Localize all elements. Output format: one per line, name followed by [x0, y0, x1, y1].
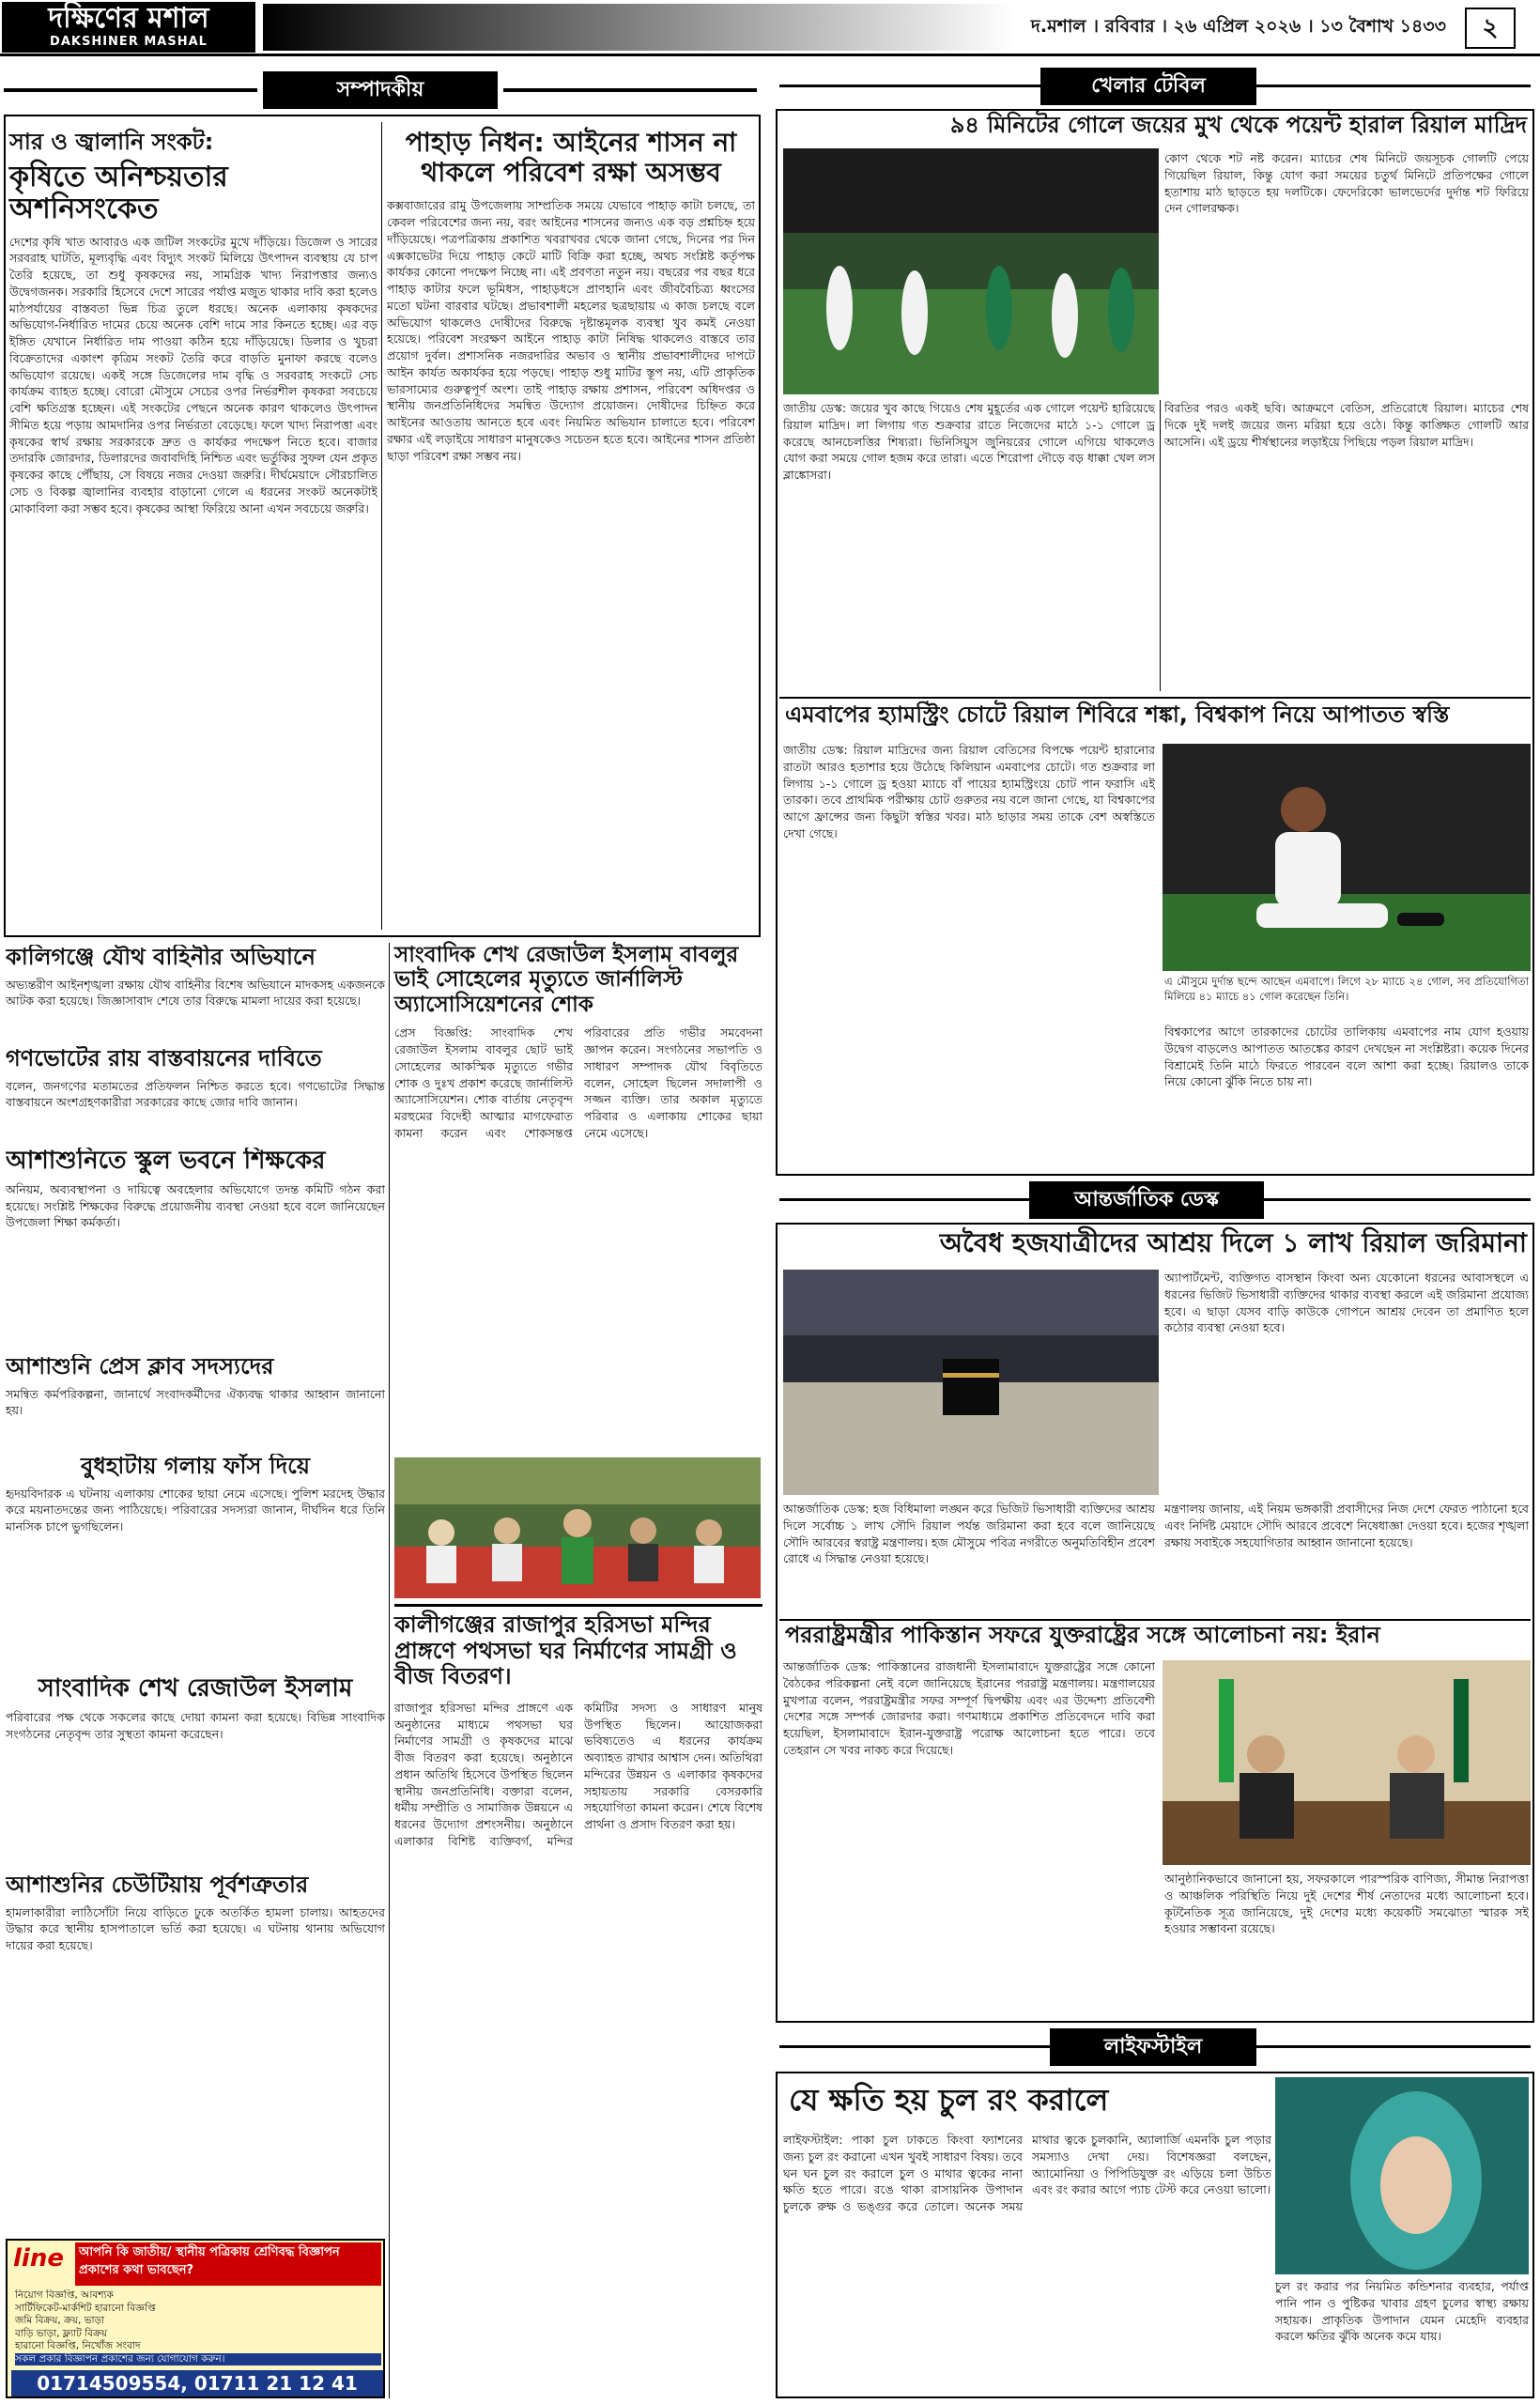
sports2-photo [1163, 744, 1531, 971]
masthead-logo[interactable] [2, 2, 255, 53]
ad-item: সার্টিফিকেট-মার্কশিট হারানো বিজ্ঞপ্তি [15, 2302, 156, 2314]
editorial-rule-right [503, 88, 757, 92]
news-mid2-body: রাজাপুর হরিসভা মন্দির প্রাঙ্গণে এক অনুষ্ঠানের মাধ্যমে পথসভা ঘর নির্মাণের সামগ্রী ও কৃষকদের মাঝে বীজ বিতরণ করা হয়েছে। অনুষ্ঠানে প্রধান অতিথি হিসেবে উপস্থিত ছিলেন স্থানীয় জনপ্রতিনিধি। বক্তারা বলেন, ধর্মীয় সম্প্রীতি ও সামাজিক উন্নয়নে এ ধরনের উদ্যোগ প্রশংসনীয়। অনুষ্ঠানে এলাকার বিশিষ্ট ব্যক্তিবর্গ, মন্দির কমিটির সদস্য ও সাধারণ মানুষ উপস্থিত ছিলেন। আয়োজকরা ভবিষ্যতেও এ ধরনের কার্যক্রম অব্যাহত রাখার আশ্বাস দেন। অতিথিরা মন্দিরের উন্নয়ন ও এলাকার কৃষকদের সহায়তায় সরকারি বেসরকারি সহযোগিতা কামনা করেন। শেষে বিশেষ প্রার্থনা ও প্রসাদ বিতরণ করা হয়। [394, 1700, 762, 1848]
news-item-body: বলেন, জনগণের মতামতের প্রতিফলন নিশ্চিত করতে হবে। গণভোটের সিদ্ধান্ত বাস্তবায়নে অংশগ্রহণকারীরা সরকারের কাছে জোর দাবি জানান। [6, 1078, 385, 1110]
lifestyle-photo-svg [1275, 2077, 1529, 2274]
sports-section-bar: খেলার টেবিল [1040, 68, 1256, 105]
news-mid-title: সাংবাদিক শেখ রেজাউল ইসলাম বাবলুর ভাই সোহেলের মৃত্যুতে জার্নালিস্ট অ্যাসোসিয়েশনের শোক [394, 943, 739, 1017]
editorial-rule [4, 88, 257, 92]
date-line: দ.মশাল । রবিবার । ২৬ এপ্রিল ২০২৬ । ১৩ বৈশাখ ১৪৩৩ [1030, 16, 1446, 37]
logo-name-bn: দক্ষিণের মশাল [48, 2, 209, 35]
editorial1-body: দেশের কৃষি খাত আবারও এক জটিল সংকটের মুখে দাঁড়িয়ে। ডিজেল ও সারের সরবরাহ ঘাটতি, মূল্যবৃদ্ধি এবং বিদ্যুৎ সংকট মিলিয়ে উৎপাদন ব্যবস্থায় যে চাপ তৈরি হয়েছে, তা শুধু কৃষকদের নয়, সামগ্রিক খাদ্য নিরাপত্তার জন্যও উদ্বেগজনক। সরকারি হিসেবে দেশে সারের পর্যাপ্ত মজুত থাকার দাবি করা হলেও মাঠপর্যায়ের বাস্তবতা ভিন্ন চিত্র তুলে ধরছে। অনেক এলাকায় কৃষকদের অভিযোগ-নির্ধারিত দামের চেয়ে অনেক বেশি দামে সার কিনতে হচ্ছে। এর বড় ইঙ্গিত যেখানে নির্ধারিত দাম পাওয়া কঠিন হয়ে দাঁড়িয়েছে। ডিলার ও খুচরা বিক্রেতাদের একাংশ কৃত্রিম সংকট তৈরি করে বাড়তি মুনাফা করছে বলেও অভিযোগ রয়েছে। একই সঙ্গে ডিজেলের দাম বৃদ্ধি ও সরবরাহ সংকটে সেচ কার্যক্রম ব্যাহত হচ্ছে। বোরো মৌসুমে সেচের ওপর নির্ভরশীল কৃষকরা সবচেয়ে বেশি ক্ষতিগ্রস্ত হচ্ছেন। এই সংকটের পেছনে অনেক কারণ থাকলেও উৎপাদন সীমিত হয়ে পড়ায় আমদানির ওপর নির্ভরতা বেড়েছে। ফলে খাদ্য নিরাপত্তা এবং কৃষকের স্বার্থ রক্ষায় সরকারকে দ্রুত ও কার্যকর পদক্ষেপ নিতে হবে। বাজার তদারকি জোরদার, ডিলারদের জবাবদিহি নিশ্চিত এবং ভর্তুকির সুফল যেন প্রকৃত কৃষকের কাছে পৌঁছায়, সে বিষয়ে নজর দেওয়া জরুরি। দীর্ঘমেয়াদে সৌরচালিত সেচ ও বিকল্প জ্বালানির ব্যবহার বাড়ানো গেলে এ ধরনের সংকট অনেকটাই মোকাবিলা করা সম্ভব হবে। কৃষকের আস্থা ফিরিয়ে আনা এখন সবচেয়ে জরুরি। [9, 234, 377, 516]
ad-headline: আপনি কি জাতীয়/ স্থানীয় পত্রিকায় শ্রেণিবদ্ধ বিজ্ঞাপন প্রকাশের কথা ভাবছেন? [75, 2242, 381, 2286]
editorial-section-bar: সম্পাদকীয় [263, 71, 498, 109]
intl1-photo-svg [783, 1270, 1159, 1495]
news-item [6, 1354, 385, 1454]
sports2-title: এমবাপের হ্যামস্ট্রিং চোটে রিয়াল শিবিরে শঙ্কা, বিশ্বকাপ নিয়ে আপাতত স্বস্তি [785, 701, 1450, 728]
news-item [6, 1148, 385, 1354]
editorial2-title: পাহাড় নিধন: আইনের শাসন না থাকলে পরিবেশ রক্ষা অসম্ভব [405, 127, 737, 189]
intl1-body1: অ্যাপার্টমেন্ট, ব্যক্তিগত বাসস্থান কিংবা অন্য যেকোনো ধরনের আবাসস্থলে এ ধরনের ভিজিট ভিসাধারী ব্যক্তিদের থাকার ব্যবস্থা করলে এই জরিমানা প্রযোজ্য হবে। এ ছাড়া যেসব বাড়ি কাউকে গোপনে আশ্রয় দেবেন তা প্রমাণিত হলে কঠোর ব্যবস্থা নেওয়া হবে। [1164, 1271, 1529, 1335]
news-mid2-title: কালীগঞ্জের রাজাপুর হরিসভা মন্দির প্রাঙ্গণে পথসভা ঘর নির্মাণের সামগ্রী ও বীজ বিতরণ। [394, 1604, 762, 1690]
news-item [6, 945, 385, 1046]
intl1-photo [783, 1270, 1159, 1495]
ad-brand: line [13, 2244, 64, 2273]
news-item-title: সাংবাদিক শেখ রেজাউল ইসলাম [38, 1675, 353, 1703]
sports1-column-rule [1160, 400, 1161, 691]
news-item-title: আশাশুনি প্রেস ক্লাব সদস্যদের [6, 1354, 274, 1379]
news-item-title: আশাশুনির চেউটিয়ায় পূর্বশত্রুতার [6, 1872, 309, 1898]
news-item [6, 1454, 385, 1675]
intl2-photo-svg [1163, 1660, 1531, 1865]
left-column-rule [389, 943, 390, 2398]
intl1-body2: আন্তর্জাতিক ডেস্ক: হজ বিধিমালা লঙ্ঘন করে ভিজিট ভিসাধারী ব্যক্তিদের আশ্রয় দিলে সর্বোচ্চ ১ লাখ সৌদি রিয়াল পর্যন্ত জরিমানা করা হবে বলে জানিয়েছে সৌদি আরবের স্বরাষ্ট্র মন্ত্রণালয়। হজ মৌসুমে পবিত্র নগরীতে অনুমতিবিহীন প্রবেশ রোধে এ সিদ্ধান্ত নেওয়া হয়েছে। [783, 1502, 1155, 1566]
lifestyle-photo [1275, 2077, 1529, 2274]
masthead-gradient [263, 4, 1014, 51]
news-item-title: কালিগঞ্জে যৌথ বাহিনীর অভিযানে [6, 945, 316, 970]
masthead [0, 0, 1540, 56]
ad-phone[interactable]: 01714509554, 01711 21 12 41 [11, 2370, 383, 2396]
news-item-body: সমন্বিত কর্মপরিকল্পনা, জানার্থে সংবাদকর্মীদের ঐক্যবদ্ধ থাকার আহ্বান জানানো হয়। [6, 1386, 385, 1418]
sports2-body2: বিশ্বকাপের আগে তারকাদের চোটের তালিকায় এমবাপের নাম যোগ হওয়ায় উদ্বেগ বাড়লেও আপাতত আতঙ্কের কারণ দেখছেন না সংশ্লিষ্টরা। কয়েক দিনের বিশ্রামেই তিনি মাঠে ফিরতে পারবেন বলে আশা করা হচ্ছে। রিয়ালও তাকে নিয়ে কোনো ঝুঁকি নিতে চায় না। [1164, 1025, 1529, 1089]
ad-item: বাড়ি ভাড়া, ফ্ল্যাট বিক্রয় [15, 2327, 108, 2339]
sports2-caption: এ মৌসুমে দুর্দান্ত ছন্দে আছেন এমবাপে। লিগে ২৮ ম্যাচে ২৪ গোল, সব প্রতিযোগিতা মিলিয়ে ৪১ ম্যাচে ৪১ গোল করেছেন তিনি। [1164, 975, 1529, 1003]
sports1-title: ৯৪ মিনিটের গোলে জয়ের মুখ থেকে পয়েন্ট হারাল রিয়াল মাদ্রিদ [949, 112, 1527, 138]
sports1-body3: বিরতির পরও একই ছবি। আক্রমণে বেতিস, প্রতিরোধে রিয়াল। ম্যাচের শেষ দিকে দুই দলই জয়ের জন্য মরিয়া হয়ে ওঠে। কিন্তু কাঙ্ক্ষিত গোলটি আর আসেনি। এই ড্রয়ে শীর্ষস্থানের লড়াইয়ে পিছিয়ে পড়ল রিয়াল মাদ্রিদ। [1164, 401, 1529, 449]
intl-divider [779, 1619, 1531, 1621]
sports2-body: জাতীয় ডেস্ক: রিয়াল মাদ্রিদের জন্য রিয়াল বেতিসের বিপক্ষে পয়েন্ট হারানোর রাতটা আরও হতাশার হয়ে উঠেছে কিলিয়ান এমবাপের চোটে। গত শুক্রবার লা লিগায় ১-১ গোলে ড্র হওয়া ম্যাচে বাঁ পায়ের হ্যামস্ট্রিংয়ে চোট পান ফরাসি এই তারকা। তবে প্রাথমিক পরীক্ষায় চোট গুরুতর নয় বলে জানা গেছে, যা বিশ্বকাপের আগে ফ্রান্সের জন্য কিছুটা স্বস্তির খবর। মাঠ ছাড়ার সময় তাকে বেশ অস্বস্তিতে দেখা গেছে। [783, 743, 1155, 840]
news-item-body: হামলাকারীরা লাঠিসোঁটা নিয়ে বাড়িতে ঢুকে অতর্কিত হামলা চালায়। আহতদের উদ্ধার করে স্থানীয় হাসপাতালে ভর্তি করা হয়েছে। এ ঘটনায় থানায় অভিযোগ দায়ের করা হয়েছে। [6, 1904, 385, 1953]
logo-name-en: DAKSHINER MASHAL [50, 35, 208, 49]
news-item-body: অভ্যন্তরীণ আইনশৃঙ্খলা রক্ষায় যৌথ বাহিনীর বিশেষ অভিযানে মাদকসহ একজনকে আটক করা হয়েছে। জিজ্ঞাসাবাদ শেষে তার বিরুদ্ধে মামলা দায়ের করা হয়েছে। [6, 977, 385, 1009]
ad-item: সকল প্রকার বিজ্ঞাপন প্রকাশের জন্য যোগাযোগ করুন। [15, 2353, 381, 2366]
lifestyle-title: যে ক্ষতি হয় চুল রং করালে [789, 2082, 1109, 2118]
page-number: ২ [1465, 8, 1516, 49]
news-mid-photo-svg [394, 1457, 761, 1598]
news-item-title: আশাশুনিতে স্কুল ভবনে শিক্ষকের [6, 1148, 326, 1175]
sports-divider [779, 697, 1531, 699]
intl2-photo [1163, 1660, 1531, 1865]
news-item-body: পরিবারের পক্ষ থেকে সকলের কাছে দোয়া কামনা করা হয়েছে। বিভিন্ন সাংবাদিক সংগঠনের নেতৃবৃন্দ তার সুস্থতা কামনা করেছেন। [6, 1709, 385, 1741]
news-item [6, 1872, 385, 2060]
news-item-body: হৃদয়বিদারক এ ঘটনায় এলাকায় শোকের ছায়া নেমে এসেছে। পুলিশ মরদেহ উদ্ধার করে ময়নাতদন্তের জন্য পাঠিয়েছে। পরিবারের সদস্যরা জানান, দীর্ঘদিন ধরে তিনি মানসিক চাপে ভুগছিলেন। [6, 1486, 385, 1534]
intl2-body: আন্তর্জাতিক ডেস্ক: পাকিস্তানের রাজধানী ইসলামাবাদে যুক্তরাষ্ট্রের সঙ্গে কোনো বৈঠকের পরিকল্পনা নেই বলে জানিয়েছে ইরানের পররাষ্ট্র মন্ত্রণালয়। মন্ত্রণালয়ের মুখপাত্র বলেন, পররাষ্ট্রমন্ত্রীর সফর সম্পূর্ণ দ্বিপক্ষীয় এবং এর উদ্দেশ্য প্রতিবেশী দেশের সঙ্গে সম্পর্ক জোরদার করা। গণমাধ্যমে প্রকাশিত প্রতিবেদনে দাবি করা হয়েছিল, ইসলামাবাদে ইরান-যুক্তরাষ্ট্র পরোক্ষ আলোচনা হতে পারে। তবে তেহরান সে খবর নাকচ করে দিয়েছে। [783, 1659, 1155, 1757]
news-item-title: গণভোটের রায় বাস্তবায়নের দাবিতে [6, 1046, 322, 1071]
editorial1-title: কৃষিতে অনিশ্চয়তার অশনিসংকেত [9, 160, 228, 226]
intl2-title: পররাষ্ট্রমন্ত্রীর পাকিস্তান সফরে যুক্তরাষ্ট্রের সঙ্গে আলোচনা নয়: ইরান [785, 1622, 1380, 1648]
news-mid-body: প্রেস বিজ্ঞপ্তি: সাংবাদিক শেখ রেজাউল ইসলাম বাবলুর ছোট ভাই সোহেলের আকস্মিক মৃত্যুতে গভীর শোক ও দুঃখ প্রকাশ করেছে জার্নালিস্ট অ্যাসোসিয়েশন। শোক বার্তায় নেতৃবৃন্দ মরহুমের বিদেহী আত্মার মাগফেরাত কামনা করেন এবং শোকসন্তপ্ত পরিবারের প্রতি গভীর সমবেদনা জ্ঞাপন করেন। সংগঠনের সভাপতি ও সাধারণ সম্পাদক যৌথ বিবৃতিতে বলেন, সোহেল ছিলেন সদালাপী ও সজ্জন ব্যক্তি। তার অকাল মৃত্যুতে পরিবার ও এলাকায় শোকের ছায়া নেমে এসেছে। [394, 1025, 762, 1140]
editorial2-body: কক্সবাজারের রামু উপজেলায় সাম্প্রতিক সময়ে যেভাবে পাহাড় কাটা চলছে, তা কেবল পরিবেশের জন্য নয়, বরং আইনের শাসনের জন্যও এক বড় প্রশ্নচিহ্ন হয়ে দাঁড়িয়েছে। পত্রপত্রিকায় প্রকাশিত খবরাখবর থেকে জানা গেছে, দিনের পর দিন এক্সকাভেটর দিয়ে পাহাড় কেটে মাটি বিক্রি করা হচ্ছে, অথচ সংশ্লিষ্ট কর্তৃপক্ষ কার্যকর কোনো পদক্ষেপ নিচ্ছে না। এই প্রবণতা নতুন নয়। বছরের পর বছর ধরে পাহাড় কাটার ফলে ভূমিধস, পাহাড়ধসে প্রাণহানি এবং জীববৈচিত্র্য ধ্বংসের মতো ঘটনা বারবার ঘটছে। প্রভাবশালী মহলের ছত্রছায়ায় এ কাজ চলছে বলে অভিযোগ থাকলেও দোষীদের বিরুদ্ধে দৃষ্টান্তমূলক ব্যবস্থা খুব কমই নেওয়া হয়েছে। পরিবেশ সংরক্ষণ আইনে পাহাড় কাটা নিষিদ্ধ থাকলেও বাস্তবে তার প্রয়োগ দুর্বল। প্রশাসনিক নজরদারির অভাব ও স্থানীয় প্রভাবশালীদের দাপটে আইন কার্যত অকার্যকর হয়ে পড়ছে। পাহাড় শুধু মাটির স্তূপ নয়, এটি প্রাকৃতিক ভারসাম্যের গুরুত্বপূর্ণ অংশ। তাই পাহাড় রক্ষায় প্রশাসন, পরিবেশ অধিদপ্তর ও স্থানীয় জনপ্রতিনিধিদের সমন্বিত উদ্যোগ প্রয়োজন। দোষীদের চিহ্নিত করে আইনের আওতায় আনতে হবে এবং নিয়মিত অভিযান চালাতে হবে। পরিবেশ রক্ষার এই লড়াইয়ে সাধারণ মানুষকেও সচেতন হতে হবে। আইনের শাসন প্রতিষ্ঠা ছাড়া পরিবেশ রক্ষা সম্ভব নয়। [387, 198, 755, 463]
sports1-body1: কোণ থেকে শট নষ্ট করেন। ম্যাচের শেষ মিনিটে জয়সূচক গোলটি পেয়ে গিয়েছিল রিয়াল, কিন্তু যোগ করা সময়ের চতুর্থ মিনিটে প্রতিপক্ষের গোলে হতাশায় মাঠ ছাড়তে হয় দলটিকে। ফেদেরিকো ভালভের্দের দুর্দান্ত শট ফিরিয়ে দেন গোলরক্ষক। [1164, 151, 1529, 216]
news-mid2 [394, 1604, 762, 2398]
news-item-title: বুধহাটায় গলায় ফাঁস দিয়ে [81, 1454, 310, 1479]
ad-item: জমি বিক্রয়, ক্রয়, ভাড়া [15, 2315, 105, 2326]
sports1-body2: জাতীয় ডেস্ক: জয়ের খুব কাছে গিয়েও শেষ মুহূর্তের এক গোলে পয়েন্ট হারিয়েছে রিয়াল মাদ্রিদ। লা লিগায় গত শুক্রবার রাতে নিজেদের মাঠে ১-১ গোলে ড্র করেছে আনচেলত্তির শিষ্যরা। ভিনিসিয়ুস জুনিয়রের গোলে এগিয়ে থাকলেও যোগ করা সময়ে গোল হজম করে তারা। এতে শিরোপা দৌড়ে বড় ধাক্কা খেল লস ব্লাঙ্কোসরা। [783, 401, 1155, 482]
news-item [6, 1046, 385, 1148]
intl1-body3: মন্ত্রণালয় জানায়, এই নিয়ম ভঙ্গকারী প্রবাসীদের নিজ দেশে ফেরত পাঠানো হবে এবং নির্দিষ্ট মেয়াদে সৌদি আরবে প্রবেশে নিষেধাজ্ঞা দেওয়া হবে। হজের শৃঙ্খলা রক্ষায় সবাইকে সহযোগিতার আহ্বান জানানো হয়েছে। [1164, 1502, 1529, 1549]
ad-items [15, 2289, 381, 2368]
lifestyle-section-bar: লাইফস্টাইল [1050, 2028, 1256, 2066]
lifestyle-body: লাইফস্টাইল: পাকা চুল ঢাকতে কিংবা ফ্যাশনের জন্য চুল রং করানো এখন খুবই সাধারণ বিষয়। তবে ঘন ঘন চুল রং করালে চুল ও মাথার ত্বকের নানা ক্ষতি হতে পারে। রঙে থাকা রাসায়নিক উপাদান চুলকে রুক্ষ ও ভঙ্গুর করে তোলে। অনেক সময় মাথার ত্বকে চুলকানি, অ্যালার্জি এমনকি চুল পড়ার সমস্যাও দেখা দেয়। বিশেষজ্ঞরা বলছেন, অ্যামোনিয়া ও পিপিডিযুক্ত রং এড়িয়ে চলা উচিত এবং রং করার আগে প্যাচ টেস্ট করে নেওয়া ভালো। [783, 2133, 1271, 2213]
sports2-photo-svg [1163, 744, 1531, 971]
editorial2 [387, 120, 755, 932]
intl2-body2: আনুষ্ঠানিকভাবে জানানো হয়, সফরকালে পারস্পরিক বাণিজ্য, সীমান্ত নিরাপত্তা ও আঞ্চলিক পরিস্থিতি নিয়ে দুই দেশের শীর্ষ নেতাদের মধ্যে আলোচনা হবে। কূটনৈতিক সূত্র জানিয়েছে, দুই দেশের মধ্যে কয়েকটি সমঝোতা স্মারক সই হওয়ার সম্ভাবনা রয়েছে। [1164, 1872, 1529, 1936]
editorial1 [9, 120, 377, 932]
lifestyle-body2: চুল রং করার পর নিয়মিত কন্ডিশনার ব্যবহার, পর্যাপ্ত পানি পান ও পুষ্টিকর খাবার গ্রহণ চুলের স্বাস্থ্য রক্ষায় সহায়ক। প্রাকৃতিক উপাদান যেমন মেহেদি ব্যবহার করলে ক্ষতির ঝুঁকি অনেক কমে যায়। [1275, 2279, 1529, 2344]
ad-item: হারানো বিজ্ঞপ্তি, নিখোঁজ সংবাদ [15, 2340, 141, 2351]
news-item-body: অনিয়ম, অব্যবস্থাপনা ও দায়িত্বে অবহেলার অভিযোগে তদন্ত কমিটি গঠন করা হয়েছে। সংশ্লিষ্ট শিক্ষকের বিরুদ্ধে প্রয়োজনীয় ব্যবস্থা নেওয়া হবে বলে জানিয়েছেন উপজেলা শিক্ষা কর্মকর্তা। [6, 1181, 385, 1230]
editorial-column-rule [381, 122, 382, 930]
editorial1-kicker: সার ও জ্বালানি সংকট: [9, 129, 214, 155]
classified-ad[interactable] [6, 2239, 385, 2398]
news-item [6, 1675, 385, 1872]
intl-section-bar: আন্তর্জাতিক ডেস্ক [1029, 1181, 1264, 1219]
news-mid [394, 943, 762, 1450]
sports1-photo [783, 148, 1159, 394]
sports1-photo-svg [783, 148, 1159, 394]
news-mid-photo [394, 1457, 761, 1598]
intl1-title: অবৈধ হজযাত্রীদের আশ্রয় দিলে ১ লাখ রিয়াল জরিমানা [939, 1227, 1527, 1258]
ad-item: নিয়োগ বিজ্ঞপ্তি, আবশ্যক [15, 2289, 114, 2301]
news-left-column [6, 945, 385, 2231]
